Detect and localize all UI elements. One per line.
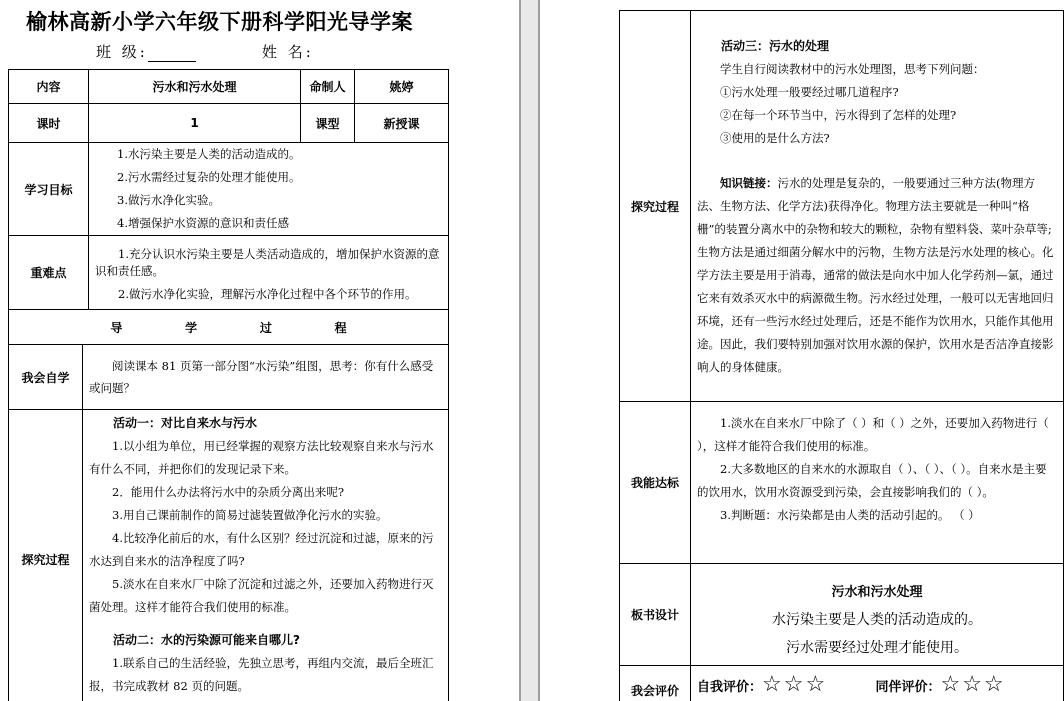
key-point-item: 1.充分认识水污染主要是人类活动造成的，增加保护水资源的意识和责任感。 [95, 247, 440, 278]
objective-item: 4.增强保护水资源的意识和责任感 [117, 216, 289, 230]
lesson-label: 课时 [8, 103, 89, 143]
board-line: 水污染主要是人类的活动造成的。 [772, 612, 982, 628]
content-value: 污水和污水处理 [88, 69, 301, 104]
document-title: 榆林高新小学六年级下册科学阳光导学案 [26, 10, 413, 34]
activity1-item: 4.比较净化前后的水，有什么区别？经过沉淀和过滤，原来的污水达到自来水的洁净程度了吗? [89, 531, 434, 568]
self-study-text: 阅读课本 81 页第一部分图“水污染”组图，思考：你有什么感受或问题？ [82, 344, 449, 410]
target-question: 3.判断题：水污染都是由人类的活动引起的。 （ ） [720, 508, 980, 522]
activity3-question: ③使用的是什么方法? [720, 131, 830, 145]
key-points-label: 重难点 [8, 235, 89, 310]
board-line: 污水需要经过处理才能使用。 [786, 640, 968, 656]
activity3-intro: 学生自行阅读教材中的污水处理图，思考下列问题： [720, 62, 985, 76]
activity3-question: ①污水处理一般要经过哪几道程序? [720, 85, 899, 99]
activity1-item: 2．能用什么办法将污水中的杂质分离出来呢? [112, 485, 344, 499]
target-label: 我能达标 [619, 401, 691, 564]
activity2-title: 活动二：水的污染源可能来自哪儿? [113, 633, 300, 647]
self-eval-stars[interactable]: ☆☆☆ [762, 672, 828, 697]
objectives-list [88, 142, 449, 236]
class-label: 班 级: [96, 43, 148, 61]
content-label: 内容 [8, 69, 89, 104]
explore-label-right: 探究过程 [619, 10, 691, 402]
explore-label: 探究过程 [8, 409, 83, 701]
type-label: 课型 [300, 103, 355, 143]
peer-eval-label: 同伴评价： [875, 680, 941, 695]
objective-item: 2.污水需经过复杂的处理才能使用。 [117, 170, 301, 184]
lesson-value: 1 [88, 103, 301, 143]
knowledge-label: 知识链接： [720, 176, 778, 190]
class-field[interactable] [96, 41, 196, 62]
heading-char: 学 [185, 320, 198, 335]
activity3-title: 活动三：污水的处理 [721, 39, 830, 53]
activity1-item: 1.以小组为单位，用已经掌握的观察方法比较观察自来水与污水有什么不同，并把你们的发现记录下来。 [89, 439, 434, 476]
target-question: 1.淡水在自来水厂中除了（ ）和（ ）之外，还要加入药物进行（ ），这样才能符合我们使用的标准。 [697, 416, 1049, 453]
heading-char: 过 [259, 320, 272, 335]
activity2-item: 1.联系自己的生活经验，先独立思考，再组内交流，最后全班汇报，书完成教材 82 页的问题。 [89, 656, 434, 693]
self-eval-label: 自我评价： [697, 680, 763, 695]
objective-item: 3.做污水净化实验。 [117, 193, 220, 207]
process-heading [8, 309, 449, 345]
key-point-item: 2.做污水净化实验，理解污水净化过程中各个环节的作用。 [118, 287, 417, 301]
class-blank[interactable] [148, 47, 196, 62]
evaluate-label: 我会评价 [619, 665, 691, 701]
key-points-list [88, 235, 449, 310]
peer-eval-stars[interactable]: ☆☆☆ [940, 672, 1006, 697]
self-study-label: 我会自学 [8, 344, 83, 410]
knowledge-text: 污水的处理是复杂的，一般要通过三种方法(物理方法、生物方法、化学方法)获得净化。物理方法主要就是一种叫“格栅”的装置分离水中的杂物和较大的颗粒，杂物有塑料袋、菜叶杂草等;生物方法是通过细菌分解水中的污物，生物方法是污水处理的核心。化学方法主要是用于消毒，通常的做法是向水中加人化学药剂—氯，通过它来有效杀灭水中的病源微生物。污水经过处理，一般可以无害地回归环境，还有一些污水经过处理后，还是不能作为饮用水，只能作其他用途。因此，我们要特别加强对饮用水源的保护，饮用水是否洁净直接影响人的身体健康。 [697, 176, 1054, 374]
heading-char: 程 [334, 320, 347, 335]
explore-content-right [690, 10, 1064, 402]
type-value: 新授课 [354, 103, 449, 143]
objectives-label: 学习目标 [8, 142, 89, 236]
board-content [690, 563, 1064, 666]
author-value: 姚婷 [354, 69, 449, 104]
name-field[interactable] [262, 41, 314, 62]
activity1-item: 3.用自己课前制作的简易过滤装置做净化污水的实验。 [112, 508, 388, 522]
target-content [690, 401, 1064, 564]
heading-char: 导 [110, 320, 123, 335]
activity1-item: 5.淡水在自来水厂中除了沉淀和过滤之外，还要加入药物进行灭菌处理。这样才能符合我们使用的标准。 [89, 577, 434, 614]
activity3-question: ②在每一个环节当中，污水得到了怎样的处理? [720, 108, 957, 122]
objective-item: 1.水污染主要是人类的活动造成的。 [117, 147, 301, 161]
board-title: 污水和污水处理 [831, 585, 923, 600]
right-page [540, 0, 1064, 701]
left-page [0, 0, 519, 701]
knowledge-link [697, 172, 1057, 379]
evaluate-content [690, 665, 1064, 701]
board-label: 板书设计 [619, 563, 691, 666]
target-question: 2.大多数地区的自来水的水源取自（ ）、（ ）、（ ）。自来水是主要的饮用水，饮用水资源受到污染，会直接影响我们的（ ）。 [697, 462, 1047, 499]
activity1-title: 活动一：对比自来水与污水 [113, 416, 258, 430]
page-gap [521, 0, 538, 701]
name-label: 姓 名: [262, 43, 314, 61]
author-label: 命制人 [300, 69, 355, 104]
explore-content [82, 409, 449, 701]
